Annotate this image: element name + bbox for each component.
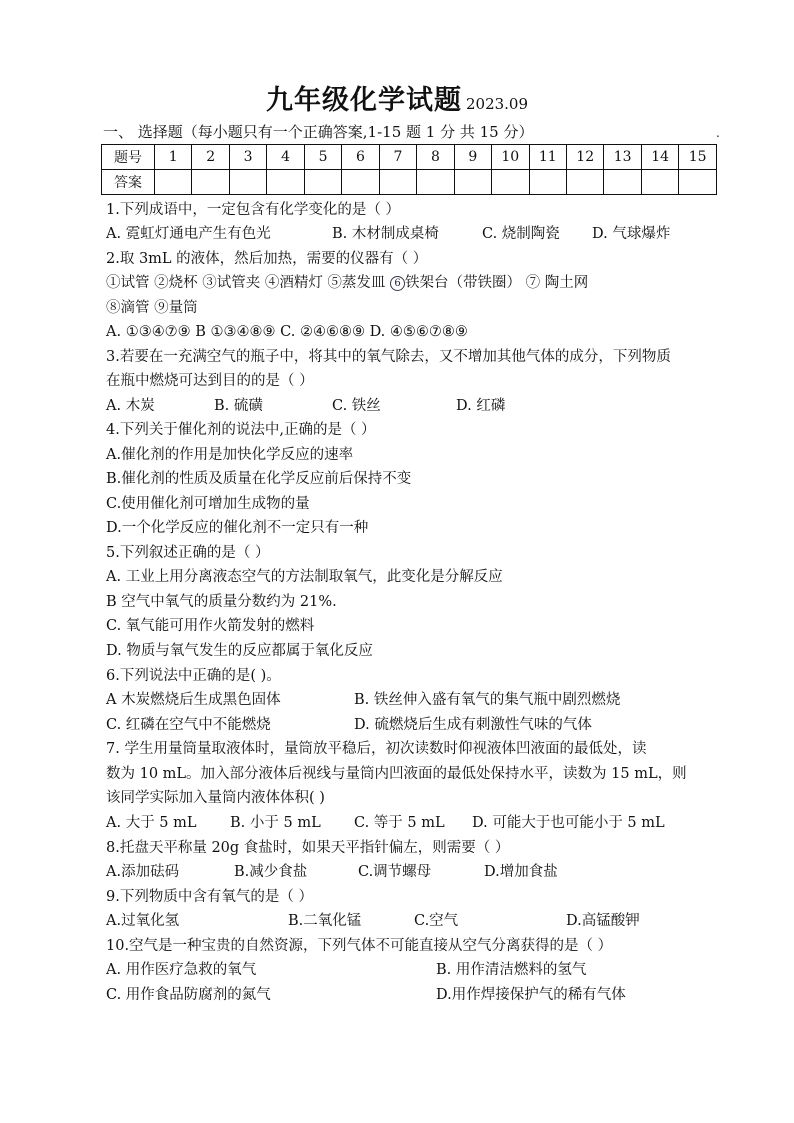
q3-option-d: D. 红磷 [456, 398, 506, 414]
q4-option-d: D.一个化学反应的催化剂不一定只有一种 [106, 520, 369, 536]
q5-stem: 5.下列叙述正确的是（ ） [106, 545, 270, 561]
q9-option-c: C.空气 [414, 913, 459, 929]
answer-cell[interactable] [342, 170, 379, 195]
number-row-label: 题号 [102, 145, 155, 170]
q10-option-c: C. 用作食品防腐剂的氮气 [106, 987, 271, 1003]
answer-cell[interactable] [492, 170, 529, 195]
q2-items-part1: ①试管 ②烧杯 ③试管夹 ④酒精灯 ⑤蒸发皿 [106, 275, 391, 291]
q9-option-d: D.高锰酸钾 [566, 913, 640, 929]
answer-cell[interactable] [529, 170, 566, 195]
question-number: 15 [679, 145, 717, 170]
q10-option-d: D.用作焊接保护气的稀有气体 [436, 987, 626, 1003]
q8-option-c: C.调节螺母 [358, 864, 432, 880]
answer-cell[interactable] [267, 170, 304, 195]
q3-stem-line2: 在瓶中燃烧可达到目的的是（ ） [106, 373, 314, 389]
question-number: 3 [229, 145, 266, 170]
question-number: 9 [454, 145, 491, 170]
q8-option-a: A.添加砝码 [106, 864, 180, 880]
q7-stem-line3: 该同学实际加入量筒内液体体积( ) [106, 790, 325, 806]
q7-option-d: D. 可能大于也可能小于 5 mL [472, 815, 665, 831]
q2-items-line1 [106, 273, 746, 293]
question-number: 13 [604, 145, 641, 170]
question-number: 2 [192, 145, 229, 170]
q6-option-c: C. 红磷在空气中不能燃烧 [106, 717, 271, 733]
title-date: 2023.09 [465, 95, 529, 113]
q5-option-a: A. 工业上用分离液态空气的方法制取氧气，此变化是分解反应 [106, 569, 503, 585]
question-number: 11 [529, 145, 566, 170]
q6-option-b: B. 铁丝伸入盛有氧气的集气瓶中剧烈燃烧 [354, 692, 621, 708]
question-number: 1 [155, 145, 192, 170]
answer-cell[interactable] [417, 170, 454, 195]
q1-option-c: C. 烧制陶瓷 [482, 226, 560, 242]
question-number: 10 [492, 145, 529, 170]
q5-option-d: D. 物质与氧气发生的反应都属于氧化反应 [106, 643, 373, 659]
answer-cell[interactable] [192, 170, 229, 195]
q3-stem-line1: 3.若要在一充满空气的瓶子中，将其中的氧气除去，又不增加其他气体的成分，下列物质 [106, 349, 671, 365]
q1-stem: 1.下列成语中，一定包含有化学变化的是（ ） [106, 202, 400, 218]
q2-options: A. ①③④⑦⑨ B ①③④⑧⑨ C. ②④⑥⑧⑨ D. ④⑤⑥⑦⑧⑨ [106, 324, 468, 340]
q2-items-line2: ⑧滴管 ⑨量筒 [106, 300, 198, 316]
answer-cell[interactable] [454, 170, 491, 195]
answer-cell[interactable] [304, 170, 341, 195]
q9-option-b: B.二氧化锰 [288, 913, 362, 929]
q4-stem: 4.下列关于催化剂的说法中,正确的是（ ） [106, 422, 376, 438]
q3-option-a: A. 木炭 [106, 398, 155, 414]
q5-option-b: B 空气中氧气的质量分数约为 21%. [106, 594, 337, 610]
q3-option-c: C. 铁丝 [332, 398, 381, 414]
section-heading: 一、 选择题（每小题只有一个正确答案,1-15 题 1 分 共 15 分） [103, 123, 534, 141]
section-dot: . [716, 126, 720, 140]
answer-cell[interactable] [155, 170, 192, 195]
q1-option-a: A. 霓虹灯通电产生有色光 [106, 226, 271, 242]
q7-option-c: C. 等于 5 mL [354, 815, 445, 831]
q8-option-d: D.增加食盐 [484, 864, 558, 880]
question-number: 7 [379, 145, 416, 170]
q10-option-b: B. 用作清洁燃料的氢气 [436, 962, 587, 978]
q4-option-c: C.使用催化剂可增加生成物的量 [106, 496, 310, 512]
q8-stem: 8.托盘天平称量 20g 食盐时，如果天平指针偏左，则需要（ ） [106, 840, 510, 856]
q9-stem: 9.下列物质中含有氧气的是（ ） [106, 889, 313, 905]
q2-stem: 2.取 3mL 的液体，然后加热，需要的仪器有（ ） [106, 251, 428, 267]
q10-stem: 10.空气是一种宝贵的自然资源，下列气体不可能直接从空气分离获得的是（ ） [106, 938, 613, 954]
answer-cell[interactable] [641, 170, 678, 195]
q3-option-b: B. 硫磺 [214, 398, 263, 414]
q6-option-a: A 木炭燃烧后生成黑色固体 [106, 692, 281, 708]
q4-option-a: A.催化剂的作用是加快化学反应的速率 [106, 447, 354, 463]
answer-row [102, 170, 717, 195]
q6-option-d: D. 硫燃烧后生成有刺激性气味的气体 [354, 717, 592, 733]
q1-option-b: B. 木材制成桌椅 [332, 226, 439, 242]
q5-option-c: C. 氧气能可用作火箭发射的燃料 [106, 618, 315, 634]
circled-six-mark: 6 [390, 276, 405, 291]
answer-row-label: 答案 [102, 170, 155, 195]
answer-cell[interactable] [379, 170, 416, 195]
question-number: 14 [641, 145, 678, 170]
answer-cell[interactable] [679, 170, 717, 195]
answer-cell[interactable] [566, 170, 603, 195]
q8-option-b: B.减少食盐 [234, 864, 308, 880]
question-number: 6 [342, 145, 379, 170]
number-row [102, 145, 717, 170]
question-number: 12 [566, 145, 603, 170]
question-number: 5 [304, 145, 341, 170]
q7-option-a: A. 大于 5 mL [106, 815, 197, 831]
q7-option-b: B. 小于 5 mL [230, 815, 321, 831]
answer-cell[interactable] [604, 170, 641, 195]
title-main: 九年级化学试题 [265, 85, 462, 116]
q10-option-a: A. 用作医疗急救的氧气 [106, 962, 257, 978]
q6-stem: 6.下列说法中正确的是( )。 [106, 668, 281, 684]
question-number: 4 [267, 145, 304, 170]
exam-title [0, 78, 794, 117]
question-number: 8 [417, 145, 454, 170]
q1-option-d: D. 气球爆炸 [592, 226, 671, 242]
answer-table [101, 144, 717, 195]
q2-items-part2: 铁架台（带铁圈） ⑦ 陶土网 [405, 275, 589, 291]
q4-option-b: B.催化剂的性质及质量在化学反应前后保持不变 [106, 471, 412, 487]
q7-stem-line2: 数为 10 mL。加入部分液体后视线与量筒内凹液面的最低处保持水平，读数为 15 mL，则 [106, 766, 687, 782]
q9-option-a: A.过氧化氢 [106, 913, 180, 929]
answer-cell[interactable] [229, 170, 266, 195]
q7-stem-line1: 7. 学生用量筒量取液体时，量筒放平稳后，初次读数时仰视液体凹液面的最低处，读 [106, 741, 647, 757]
